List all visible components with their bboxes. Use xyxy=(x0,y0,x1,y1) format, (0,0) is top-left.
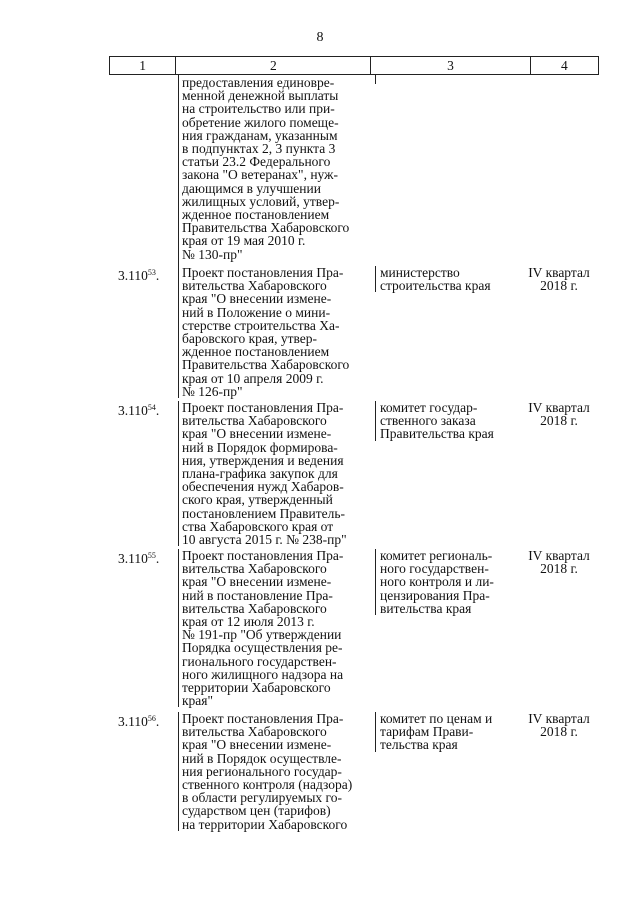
row-description: Проект постановления Пра- вительства Хабаровского края "О внесении измене- ний в Положение о мини- стерстве строительства Ха- баровского края, утвер- жденное постановлением Правительства Хабаровского края от 10 апреля 2009 г. № 126-пр" xyxy=(178,266,349,398)
row-number: 3.110$^{53}$. xyxy=(118,268,160,283)
row-description: Проект постановления Пра- вительства Хабаровского края "О внесении измене- ний в Порядок формирова- ния, утверждения и ведения плана-графика закупок для обеспечения нужд Хабаров- ского края, утвержденный постановлением Правитель- ства Хабаровского края от 10 августа 2015 г. № 238-пр" xyxy=(178,401,347,546)
row-responsible: министерство строительства края xyxy=(375,266,491,292)
row-responsible: комитет региональ- ного государствен- ного контроля и ли- цензирования Пра- вительства края xyxy=(375,549,494,615)
row-responsible: комитет государ- ственного заказа Правительства края xyxy=(375,401,494,441)
column-header-3: 3 xyxy=(371,57,530,75)
column-separator xyxy=(375,74,376,84)
row-responsible: комитет по ценам и тарифам Прави- тельства края xyxy=(375,712,492,752)
column-header-4: 4 xyxy=(530,57,598,75)
row-number: 3.110$^{54}$. xyxy=(118,403,160,418)
column-header-2: 2 xyxy=(176,57,371,75)
row-description: Проект постановления Пра- вительства Хабаровского края "О внесении измене- ний в постановление Пра- вительства Хабаровского края от 12 июля 2013 г. № 191-пр "Об утверждении Порядка осуществления ре- гионального государствен- ного жилищного надзора на территории Хабаровского края" xyxy=(178,549,343,707)
row-number: 3.110$^{56}$. xyxy=(118,714,160,729)
column-header-1: 1 xyxy=(110,57,176,75)
column-header-row xyxy=(109,56,599,75)
row-deadline: IV квартал 2018 г. xyxy=(528,265,590,294)
row-deadline: IV квартал 2018 г. xyxy=(528,400,590,429)
row-deadline: IV квартал 2018 г. xyxy=(528,548,590,577)
row-deadline: IV квартал 2018 г. xyxy=(528,711,590,740)
row-number: 3.110$^{55}$. xyxy=(118,551,160,566)
page-number: 8 xyxy=(316,30,324,45)
row-description: Проект постановления Пра- вительства Хабаровского края "О внесении измене- ний в Порядок осуществле- ния регионального государ- ственного контроля (надзора) в области регулируемых го- сударством цен (тарифов) на территории Хабаровского xyxy=(178,712,352,831)
continuation-text: предоставления единовре- менной денежной выплаты на строительство или при- обретение жилого помеще- ния гражданам, указанным в подпунктах 2, 3 пункта 3 статьи 23.2 Федерального закона "О ветеранах", нуж- дающимся в улучшении жилищных условий, утвер- жденное постановлением Правительства Хабаровского края от 19 мая 2010 г. № 130-пр" xyxy=(178,76,349,261)
